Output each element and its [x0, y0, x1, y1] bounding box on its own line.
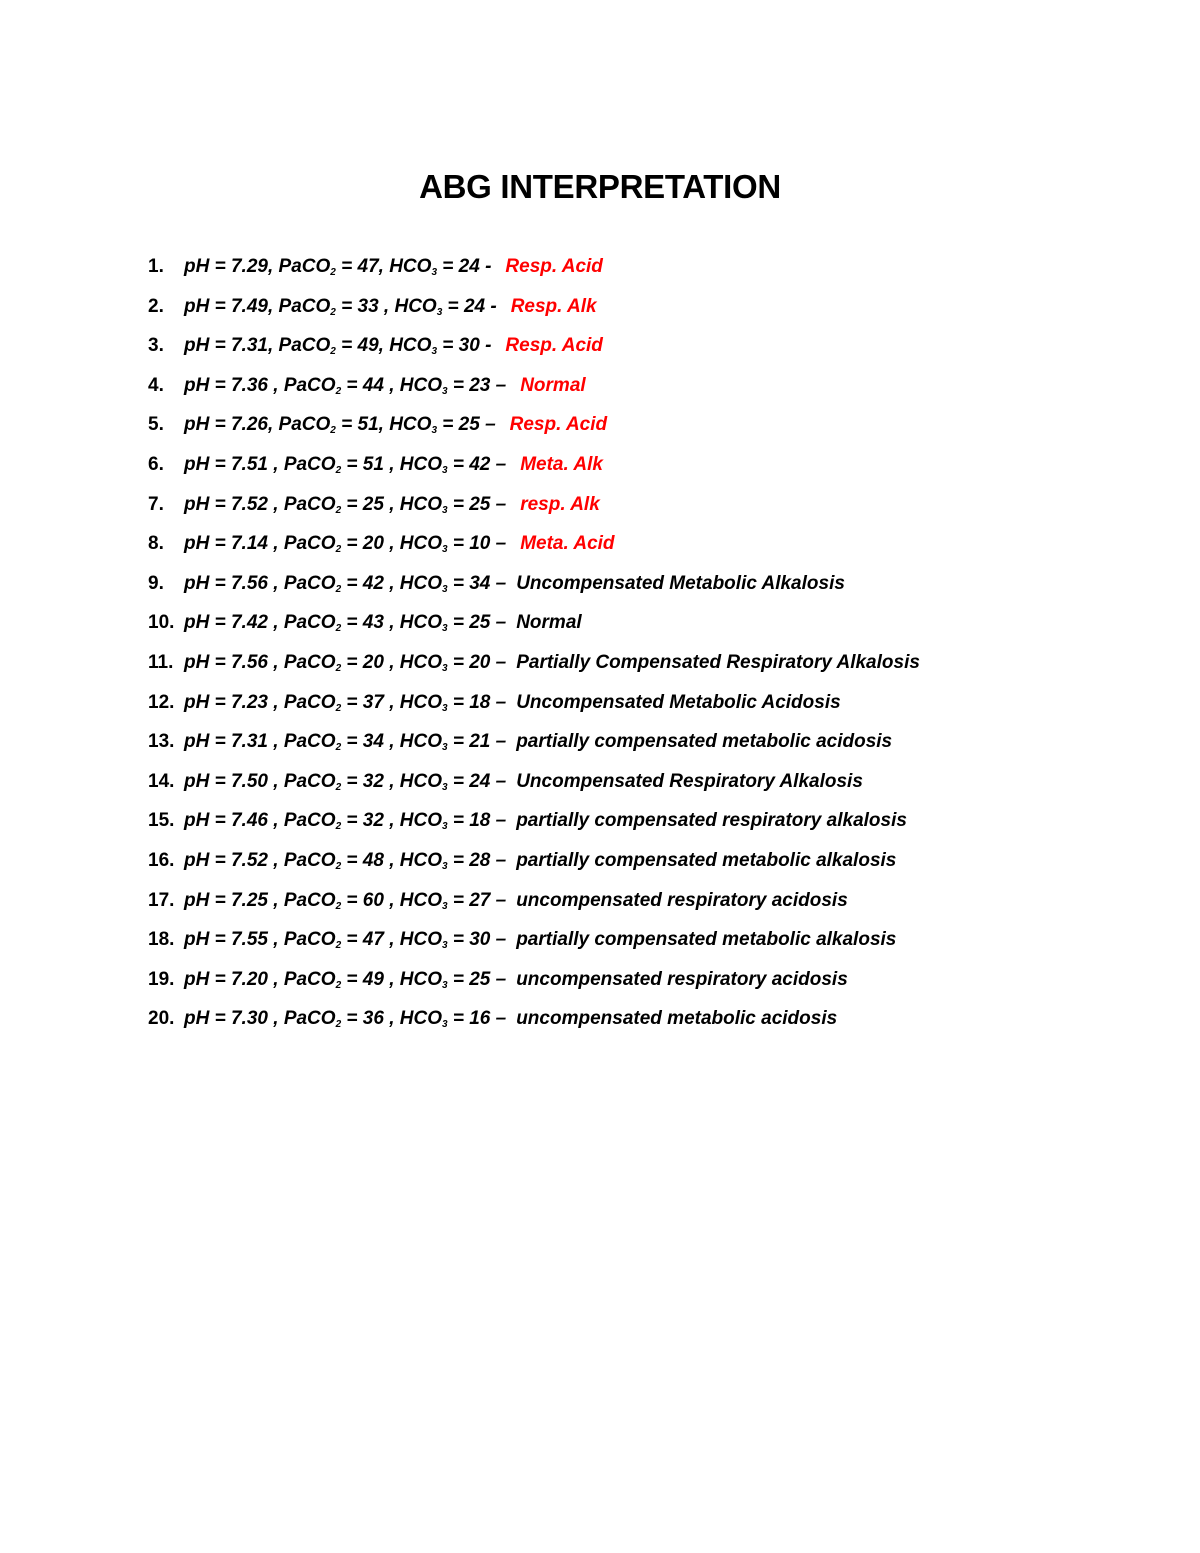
paco2-label: PaCO$_2$ — [278, 256, 336, 278]
paco2-label: PaCO$_2$ — [283, 691, 342, 714]
list-item — [148, 964, 920, 1004]
item-number: 19. — [148, 968, 175, 990]
list-item — [148, 647, 920, 687]
hco3-label: $HCO_3$ — [399, 731, 448, 754]
list-item — [148, 766, 920, 806]
item-answer: partially compensated respiratory alkalosis — [516, 810, 907, 832]
paco2-label: PaCO$_2$ — [283, 493, 342, 516]
ph-value: 7.52 , — [230, 493, 279, 515]
list-item — [148, 489, 920, 529]
paco2-label: PaCO$_2$ — [283, 533, 342, 556]
paco2-value: 20 , — [362, 651, 395, 673]
hco3-label: $HCO_3$ — [399, 1008, 448, 1031]
ph-value: 7.31, — [230, 335, 274, 357]
item-answer: Resp. Acid — [505, 335, 603, 357]
hco3-label: $HCO_3$ — [394, 295, 443, 318]
paco2-value: 34 , — [362, 731, 395, 753]
ph-label: pH — [184, 1008, 210, 1030]
item-values: pH = 7.49, PaCO$_2$ = 33 , $HCO_3 = 24$ - — [184, 295, 497, 318]
ph-value: 7.29, — [230, 256, 274, 277]
item-values: pH = 7.25 , PaCO$_2$ = 60 , $HCO_3 = 27$ – — [184, 889, 507, 912]
paco2-value: 51 , — [362, 453, 395, 475]
hco3-label: $HCO_3$ — [399, 651, 448, 674]
ph-value: 7.20 , — [230, 968, 279, 990]
item-values: pH = 7.50 , PaCO$_2$ = 32 , $HCO_3 = 24$ – — [184, 770, 507, 793]
item-number: 20. — [148, 1008, 175, 1030]
item-answer: uncompensated respiratory acidosis — [516, 968, 848, 990]
item-answer: Uncompensated Respiratory Alkalosis — [516, 770, 863, 792]
item-values: pH = 7.56 , PaCO$_2$ = 42 , $HCO_3 = 34$ – — [184, 572, 507, 595]
hco3-value: 27 – — [469, 889, 507, 911]
paco2-value: 20 , — [362, 533, 395, 555]
item-answer: uncompensated metabolic acidosis — [516, 1008, 838, 1030]
item-number: 8. — [148, 533, 164, 555]
hco3-label: $HCO_3$ — [389, 414, 437, 437]
paco2-value: 44 , — [362, 374, 395, 396]
hco3-value: 24 - — [463, 295, 497, 317]
item-number: 17. — [148, 889, 175, 911]
item-values: pH = 7.42 , PaCO$_2$ = 43 , $HCO_3 = 25$ – — [184, 612, 507, 635]
list-item — [148, 885, 920, 925]
ph-label: pH — [184, 414, 210, 436]
hco3-value: 30 – — [469, 929, 507, 951]
hco3-value: 42 – — [469, 453, 507, 475]
list-item — [148, 845, 920, 885]
list-item — [148, 607, 920, 647]
item-number: 15. — [148, 810, 175, 832]
item-number: 5. — [148, 414, 164, 436]
hco3-value: 18 – — [469, 810, 507, 832]
hco3-value: 25 – — [469, 968, 507, 990]
paco2-value: 48 , — [362, 849, 395, 871]
hco3-value: 24 - — [458, 256, 492, 277]
hco3-label: $HCO_3$ — [399, 889, 448, 912]
list-item — [148, 568, 920, 608]
hco3-value: 23 – — [469, 374, 507, 396]
paco2-label: PaCO$_2$ — [283, 770, 342, 793]
hco3-label: $HCO_3$ — [399, 612, 448, 635]
ph-value: 7.23 , — [230, 691, 279, 713]
list-item — [148, 1003, 920, 1043]
list-item — [148, 528, 920, 568]
hco3-label: $HCO_3$ — [399, 691, 448, 714]
item-values: pH = 7.31 , PaCO$_2$ = 34 , $HCO_3 = 21$ – — [184, 731, 507, 754]
ph-label: pH — [184, 374, 210, 396]
hco3-label: $HCO_3$ — [399, 770, 448, 793]
paco2-value: 33 , — [357, 295, 390, 317]
item-values: pH = 7.36 , PaCO$_2$ = 44 , $HCO_3 = 23$ – — [184, 374, 507, 397]
ph-value: 7.55 , — [230, 929, 279, 951]
paco2-label: PaCO$_2$ — [283, 731, 342, 754]
paco2-value: 43 , — [362, 612, 395, 634]
ph-label: pH — [184, 810, 210, 832]
hco3-label: $HCO_3$ — [399, 929, 448, 952]
item-number: 13. — [148, 731, 175, 753]
item-answer: Meta. Acid — [520, 533, 615, 555]
ph-value: 7.50 , — [230, 770, 279, 792]
ph-label: pH — [184, 453, 210, 475]
item-values: pH = 7.29, PaCO$_2$ = 47, $HCO_3 = 24$ - — [184, 256, 492, 278]
paco2-label: PaCO$_2$ — [283, 929, 342, 952]
item-answer: Uncompensated Metabolic Acidosis — [516, 691, 841, 713]
ph-value: 7.30 , — [230, 1008, 279, 1030]
paco2-value: 49 , — [362, 968, 395, 990]
hco3-label: $HCO_3$ — [399, 968, 448, 991]
page-title: ABG INTERPRETATION — [419, 168, 781, 206]
ph-label: pH — [184, 968, 210, 990]
item-number: 2. — [148, 295, 164, 317]
item-answer: partially compensated metabolic alkalosis — [516, 849, 897, 871]
list-item — [148, 251, 920, 291]
list-item — [148, 449, 920, 489]
hco3-label: $HCO_3$ — [399, 572, 448, 595]
paco2-value: 37 , — [362, 691, 395, 713]
paco2-value: 51, — [357, 414, 384, 436]
ph-label: pH — [184, 651, 210, 673]
paco2-label: PaCO$_2$ — [283, 1008, 342, 1031]
hco3-value: 21 – — [469, 731, 507, 753]
ph-value: 7.42 , — [230, 612, 279, 634]
hco3-label: $HCO_3$ — [399, 533, 448, 556]
item-answer: partially compensated metabolic acidosis — [516, 731, 893, 753]
hco3-label: $HCO_3$ — [389, 256, 437, 278]
hco3-value: 25 – — [458, 414, 496, 436]
item-answer: Meta. Alk — [520, 453, 603, 475]
item-values: pH = 7.14 , PaCO$_2$ = 20 , $HCO_3 = 10$ – — [184, 533, 507, 556]
item-values: pH = 7.26, PaCO$_2$ = 51, $HCO_3 = 25$ – — [184, 414, 496, 437]
ph-value: 7.31 , — [230, 731, 279, 753]
hco3-value: 24 – — [469, 770, 507, 792]
item-number: 14. — [148, 770, 175, 792]
item-number: 12. — [148, 691, 175, 713]
item-values: pH = 7.30 , PaCO$_2$ = 36 , $HCO_3 = 16$ – — [184, 1008, 507, 1031]
hco3-label: $HCO_3$ — [399, 849, 448, 872]
list-item — [148, 687, 920, 727]
list-item — [148, 330, 920, 370]
hco3-value: 28 – — [469, 849, 507, 871]
paco2-value: 42 , — [362, 572, 395, 594]
item-number: 1. — [148, 256, 164, 277]
ph-value: 7.26, — [230, 414, 274, 436]
item-number: 6. — [148, 453, 164, 475]
hco3-value: 34 – — [469, 572, 507, 594]
paco2-value: 49, — [357, 335, 384, 357]
item-answer: Normal — [520, 374, 586, 396]
item-number: 10. — [148, 612, 175, 634]
list-item — [148, 805, 920, 845]
paco2-label: PaCO$_2$ — [283, 374, 342, 397]
list-item — [148, 409, 920, 449]
hco3-value: 16 – — [469, 1008, 507, 1030]
ph-value: 7.49, — [230, 295, 274, 317]
item-number: 3. — [148, 335, 164, 357]
item-values: pH = 7.20 , PaCO$_2$ = 49 , $HCO_3 = 25$ – — [184, 968, 507, 991]
item-values: pH = 7.31, PaCO$_2$ = 49, $HCO_3 = 30$ - — [184, 335, 492, 358]
item-values: pH = 7.52 , PaCO$_2$ = 25 , $HCO_3 = 25$ – — [184, 493, 507, 516]
ph-value: 7.52 , — [230, 849, 279, 871]
ph-label: pH — [184, 612, 210, 634]
paco2-label: PaCO$_2$ — [283, 572, 342, 595]
ph-label: pH — [184, 731, 210, 753]
item-answer: Resp. Alk — [510, 295, 597, 317]
item-number: 9. — [148, 572, 164, 594]
ph-label: pH — [184, 691, 210, 713]
ph-label: pH — [184, 335, 210, 357]
ph-value: 7.56 , — [230, 572, 279, 594]
item-values: pH = 7.51 , PaCO$_2$ = 51 , $HCO_3 = 42$ – — [184, 453, 507, 476]
paco2-label: PaCO$_2$ — [278, 414, 336, 437]
ph-value: 7.56 , — [230, 651, 279, 673]
paco2-label: PaCO$_2$ — [278, 295, 336, 318]
ph-value: 7.46 , — [230, 810, 279, 832]
item-answer: Uncompensated Metabolic Alkalosis — [516, 572, 845, 594]
ph-label: pH — [184, 572, 210, 594]
item-values: pH = 7.23 , PaCO$_2$ = 37 , $HCO_3 = 18$ – — [184, 691, 507, 714]
paco2-label: PaCO$_2$ — [283, 651, 342, 674]
item-values: pH = 7.56 , PaCO$_2$ = 20 , $HCO_3 = 20$ – — [184, 651, 507, 674]
ph-label: pH — [184, 295, 210, 317]
paco2-label: PaCO$_2$ — [283, 889, 342, 912]
item-answer: Normal — [516, 612, 582, 634]
item-answer: Resp. Acid — [505, 256, 603, 277]
paco2-label: PaCO$_2$ — [283, 453, 342, 476]
paco2-value: 47 , — [362, 929, 395, 951]
ph-label: pH — [184, 849, 210, 871]
list-item — [148, 291, 920, 331]
item-number: 11. — [148, 651, 174, 673]
ph-label: pH — [184, 929, 210, 951]
item-values: pH = 7.52 , PaCO$_2$ = 48 , $HCO_3 = 28$ – — [184, 849, 507, 872]
ph-label: pH — [184, 889, 210, 911]
paco2-value: 32 , — [362, 770, 395, 792]
hco3-value: 25 – — [469, 612, 507, 634]
item-number: 16. — [148, 849, 175, 871]
paco2-value: 36 , — [362, 1008, 395, 1030]
item-answer: Resp. Acid — [509, 414, 608, 436]
ph-value: 7.51 , — [230, 453, 279, 475]
ph-label: pH — [184, 533, 210, 555]
hco3-label: $HCO_3$ — [399, 453, 448, 476]
paco2-value: 60 , — [362, 889, 395, 911]
paco2-label: PaCO$_2$ — [278, 335, 336, 358]
hco3-value: 25 – — [469, 493, 507, 515]
hco3-value: 30 - — [458, 335, 492, 357]
paco2-label: PaCO$_2$ — [283, 968, 342, 991]
hco3-label: $HCO_3$ — [399, 810, 448, 833]
hco3-label: $HCO_3$ — [399, 493, 448, 516]
ph-value: 7.25 , — [230, 889, 279, 911]
list-item — [148, 924, 920, 964]
paco2-label: PaCO$_2$ — [283, 849, 342, 872]
item-answer: partially compensated metabolic alkalosis — [516, 929, 897, 951]
ph-label: pH — [184, 770, 210, 792]
hco3-label: $HCO_3$ — [399, 374, 448, 397]
item-values: pH = 7.46 , PaCO$_2$ = 32 , $HCO_3 = 18$ – — [184, 810, 507, 833]
list-item — [148, 726, 920, 766]
paco2-label: PaCO$_2$ — [283, 810, 342, 833]
abg-question-list — [148, 251, 920, 1043]
item-answer: uncompensated respiratory acidosis — [516, 889, 848, 911]
hco3-label: $HCO_3$ — [389, 335, 437, 358]
paco2-label: PaCO$_2$ — [283, 612, 342, 635]
paco2-value: 25 , — [362, 493, 395, 515]
ph-label: pH — [184, 256, 210, 277]
hco3-value: 10 – — [469, 533, 507, 555]
item-answer: resp. Alk — [520, 493, 600, 515]
item-number: 7. — [148, 493, 164, 515]
hco3-value: 18 – — [469, 691, 507, 713]
ph-label: pH — [184, 493, 210, 515]
paco2-value: 47, — [357, 256, 384, 277]
ph-value: 7.14 , — [230, 533, 279, 555]
item-answer: Partially Compensated Respiratory Alkalosis — [516, 651, 920, 673]
hco3-value: 20 – — [469, 651, 507, 673]
ph-value: 7.36 , — [230, 374, 279, 396]
paco2-value: 32 , — [362, 810, 395, 832]
item-number: 18. — [148, 929, 175, 951]
list-item — [148, 370, 920, 410]
item-values: pH = 7.55 , PaCO$_2$ = 47 , $HCO_3 = 30$ – — [184, 929, 507, 952]
item-number: 4. — [148, 374, 164, 396]
